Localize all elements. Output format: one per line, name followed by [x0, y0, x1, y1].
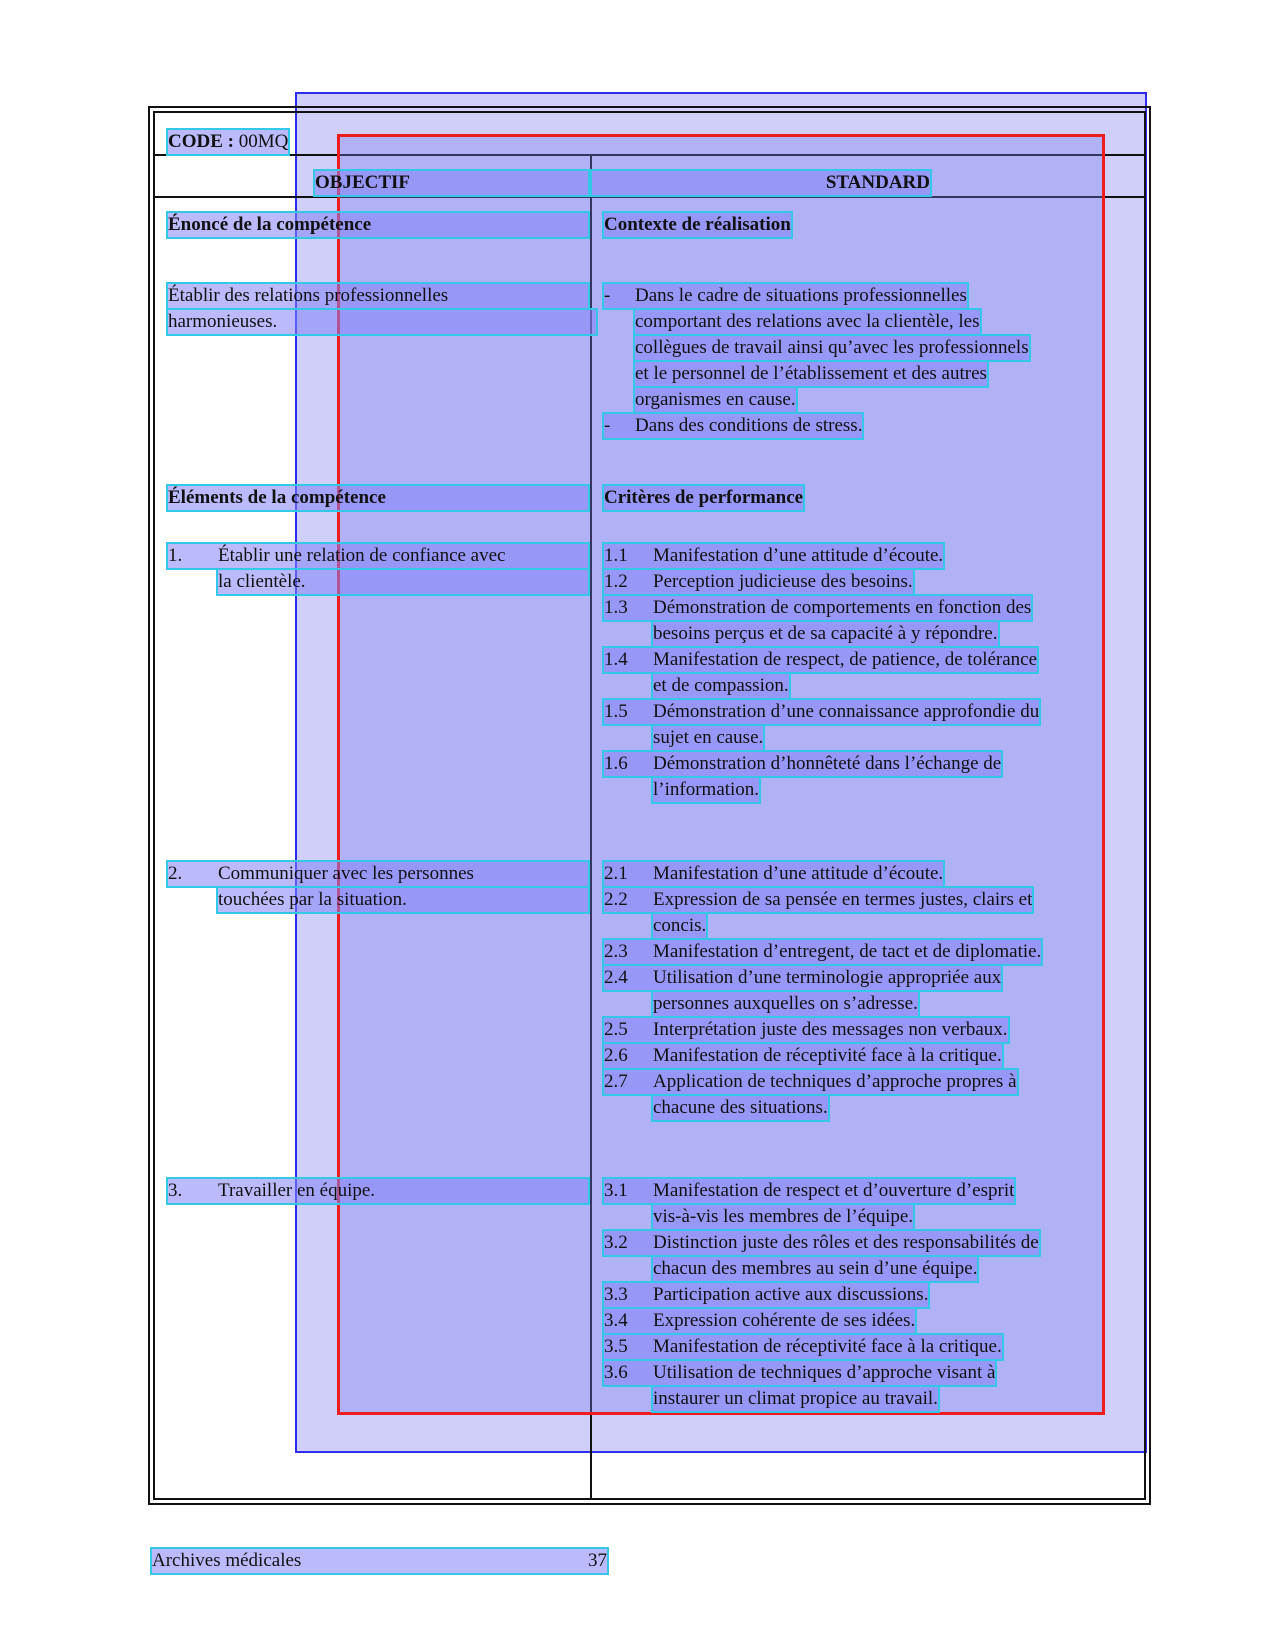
code-line	[168, 130, 288, 154]
contexte-text: Dans des conditions de stress.	[635, 415, 863, 436]
criterion-text: Manifestation d’une attitude d’écoute.	[653, 863, 944, 884]
criterion-text: Manifestation de réceptivité face à la critique.	[653, 1045, 1002, 1066]
criterion-text-continued: chacun des membres au sein d’une équipe.	[653, 1258, 978, 1279]
criterion-text-continued: concis.	[653, 915, 707, 936]
criterion-marker: 1.4	[604, 649, 628, 670]
criterion-item	[604, 1044, 1002, 1068]
criterion-marker: 3.6	[604, 1362, 628, 1383]
element-3-line1	[168, 1179, 588, 1203]
element-2-line2: touchées par la situation.	[218, 888, 588, 912]
criterion-text: Utilisation de techniques d’approche visant à	[653, 1362, 996, 1383]
contexte-item	[604, 284, 967, 308]
page-number: 37	[588, 1550, 607, 1571]
criterion-item	[604, 752, 1001, 776]
left-section1-title: Énoncé de la compétence	[168, 213, 588, 237]
contexte-text-continued: organismes en cause.	[635, 389, 796, 410]
criterion-text: Application de techniques d’approche propres à	[653, 1071, 1017, 1092]
element-1-number: 1.	[168, 545, 183, 566]
contexte-marker: -	[604, 415, 611, 436]
criterion-text: Manifestation de respect, de patience, de tolérance	[653, 649, 1038, 670]
criterion-text-continued: personnes auxquelles on s’adresse.	[653, 993, 918, 1014]
criterion-text: Manifestation de réceptivité face à la critique.	[653, 1336, 1002, 1357]
criterion-text-continued: sujet en cause.	[653, 727, 764, 748]
right-section2-title: Critères de performance	[604, 487, 804, 508]
criterion-marker: 2.7	[604, 1071, 628, 1092]
criterion-marker: 2.2	[604, 889, 628, 910]
criterion-marker: 2.1	[604, 863, 628, 884]
criterion-marker: 3.1	[604, 1180, 628, 1201]
criterion-marker: 1.1	[604, 545, 628, 566]
criterion-text: Démonstration d’une connaissance approfondie du	[653, 701, 1040, 722]
criterion-item	[604, 1018, 1008, 1042]
criterion-marker: 2.4	[604, 967, 628, 988]
criterion-item	[604, 1179, 1014, 1203]
criterion-text-continued: besoins perçus et de sa capacité à y répondre.	[653, 623, 998, 644]
footer-title: Archives médicales	[152, 1550, 302, 1571]
criterion-text: Utilisation d’une terminologie appropriée aux	[653, 967, 1002, 988]
element-3-number: 3.	[168, 1180, 183, 1201]
criterion-text: Démonstration de comportements en fonction des	[653, 597, 1032, 618]
criterion-text-continued: et de compassion.	[653, 675, 789, 696]
competence-line-2: harmonieuses.	[168, 310, 596, 334]
criterion-marker: 1.3	[604, 597, 628, 618]
criterion-item	[604, 1309, 915, 1333]
criterion-marker: 1.6	[604, 753, 628, 774]
criterion-marker: 2.3	[604, 941, 628, 962]
criterion-text: Distinction juste des rôles et des responsabilités de	[653, 1232, 1039, 1253]
criterion-text: Manifestation de respect et d’ouverture d’esprit	[653, 1180, 1015, 1201]
criterion-item	[604, 966, 1001, 990]
criterion-marker: 2.6	[604, 1045, 628, 1066]
criterion-item	[604, 596, 1031, 620]
criterion-item	[604, 570, 913, 594]
criterion-item	[604, 862, 943, 886]
left-section2-title: Éléments de la compétence	[168, 486, 588, 510]
criterion-item	[604, 940, 1041, 964]
criterion-text: Démonstration d’honnêteté dans l’échange de	[653, 753, 1002, 774]
contexte-item	[604, 414, 862, 438]
criterion-text: Interprétation juste des messages non verbaux.	[653, 1019, 1008, 1040]
footer	[152, 1549, 607, 1573]
criterion-item	[604, 1283, 928, 1307]
right-section1-title: Contexte de réalisation	[604, 214, 791, 235]
criterion-marker: 3.5	[604, 1336, 628, 1357]
criterion-item	[604, 1361, 995, 1385]
contexte-text-continued: comportant des relations avec la clientèle, les	[635, 311, 980, 332]
code-label: CODE :	[168, 131, 234, 152]
criterion-item	[604, 700, 1039, 724]
criterion-item	[604, 1335, 1002, 1359]
header-objective: OBJECTIF	[315, 171, 588, 195]
header-standard: STANDARD	[592, 171, 930, 195]
element-3-text: Travailler en équipe.	[218, 1180, 376, 1201]
competence-line-1: Établir des relations professionnelles	[168, 284, 588, 308]
criterion-marker: 3.4	[604, 1310, 628, 1331]
criterion-text: Manifestation d’entregent, de tact et de diplomatie.	[653, 941, 1042, 962]
criterion-item	[604, 1070, 1017, 1094]
criterion-marker: 3.3	[604, 1284, 628, 1305]
criterion-marker: 2.5	[604, 1019, 628, 1040]
criterion-text: Manifestation d’une attitude d’écoute.	[653, 545, 944, 566]
criterion-text: Perception judicieuse des besoins.	[653, 571, 913, 592]
criterion-item	[604, 1231, 1039, 1255]
code-value: 00MQ	[238, 131, 289, 152]
element-2-line1	[168, 862, 588, 886]
criterion-marker: 3.2	[604, 1232, 628, 1253]
criterion-text: Expression cohérente de ses idées.	[653, 1310, 916, 1331]
criterion-item	[604, 888, 1032, 912]
criterion-text-continued: instaurer un climat propice au travail.	[653, 1388, 938, 1409]
criterion-item	[604, 648, 1037, 672]
criterion-marker: 1.2	[604, 571, 628, 592]
criterion-marker: 1.5	[604, 701, 628, 722]
criterion-text-continued: chacune des situations.	[653, 1097, 828, 1118]
element-2-text: Communiquer avec les personnes	[218, 863, 474, 884]
criterion-item	[604, 544, 943, 568]
criterion-text-continued: l’information.	[653, 779, 760, 800]
element-1-line1	[168, 544, 588, 568]
contexte-text-continued: et le personnel de l’établissement et des autres	[635, 363, 987, 384]
criterion-text: Participation active aux discussions.	[653, 1284, 929, 1305]
criterion-text: Expression de sa pensée en termes justes, clairs et	[653, 889, 1033, 910]
criterion-text-continued: vis-à-vis les membres de l’équipe.	[653, 1206, 914, 1227]
contexte-text: Dans le cadre de situations professionnelles	[635, 285, 967, 306]
element-2-number: 2.	[168, 863, 183, 884]
contexte-text-continued: collègues de travail ainsi qu’avec les professionnels	[635, 337, 1029, 358]
element-1-text: Établir une relation de confiance avec	[218, 545, 506, 566]
element-1-line2: la clientèle.	[218, 570, 588, 594]
contexte-marker: -	[604, 285, 611, 306]
